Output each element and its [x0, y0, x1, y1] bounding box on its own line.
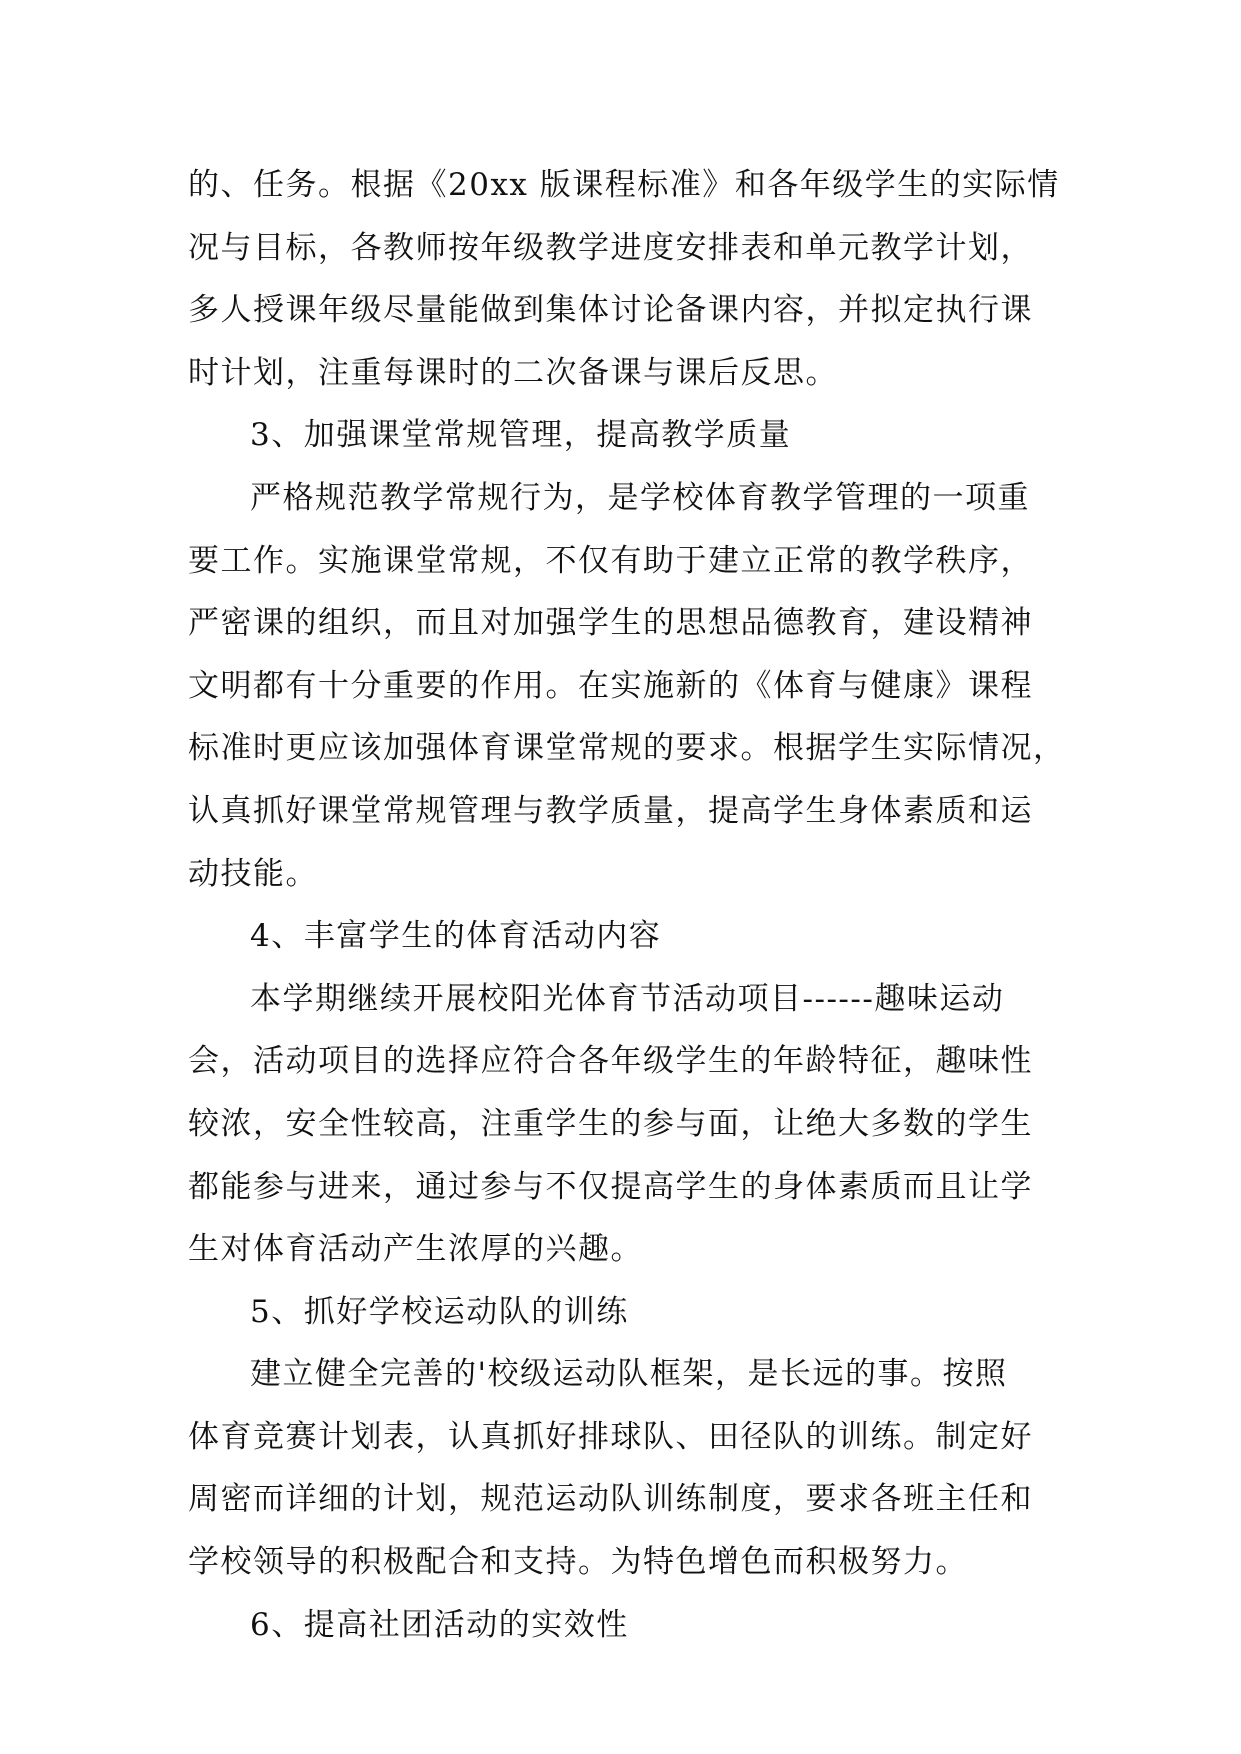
section-heading-6: 6、提高社团活动的实效性	[250, 1606, 629, 1643]
text-line-9: 文明都有十分重要的作用。在实施新的《体育与健康》课程	[188, 667, 1033, 704]
text-line-20: 建立健全完善的'校级运动队框架，是长远的事。按照	[250, 1356, 1008, 1393]
text-line-16: 较浓，安全性较高，注重学生的参与面，让绝大多数的学生	[188, 1105, 1033, 1142]
text-line-10: 标准时更应该加强体育课堂常规的要求。根据学生实际情况，	[188, 730, 1066, 767]
body-text	[188, 154, 1068, 1656]
text-line-11: 认真抓好课堂常规管理与教学质量，提高学生身体素质和运	[188, 792, 1033, 829]
section-heading-4: 4、丰富学生的体育活动内容	[250, 918, 662, 955]
text-line-17: 都能参与进来，通过参与不仅提高学生的身体素质而且让学	[188, 1168, 1033, 1205]
text-line-8: 严密课的组织，而且对加强学生的思想品德教育，建设精神	[188, 605, 1033, 642]
text-line-14: 本学期继续开展校阳光体育节活动项目------趣味运动	[250, 980, 1005, 1017]
text-line-21: 体育竞赛计划表，认真抓好排球队、田径队的训练。制定好	[188, 1418, 1033, 1455]
section-heading-5: 5、抓好学校运动队的训练	[250, 1293, 629, 1330]
text-line-3: 多人授课年级尽量能做到集体讨论备课内容，并拟定执行课	[188, 292, 1033, 329]
text-line-22: 周密而详细的计划，规范运动队训练制度，要求各班主任和	[188, 1481, 1033, 1518]
text-line-1: 的、任务。根据《20xx 版课程标准》和各年级学生的实际情	[188, 167, 1060, 203]
text-line-18: 生对体育活动产生浓厚的兴趣。	[188, 1231, 643, 1268]
section-heading-3: 3、加强课堂常规管理，提高教学质量	[250, 417, 792, 454]
text-line-4: 时计划，注重每课时的二次备课与课后反思。	[188, 354, 838, 391]
text-line-7: 要工作。实施课堂常规，不仅有助于建立正常的教学秩序，	[188, 542, 1033, 579]
text-line-6: 严格规范教学常规行为，是学校体育教学管理的一项重	[250, 479, 1030, 516]
text-line-12: 动技能。	[188, 855, 318, 892]
text-line-23: 学校领导的积极配合和支持。为特色增色而积极努力。	[188, 1544, 968, 1581]
text-line-2: 况与目标，各教师按年级教学进度安排表和单元教学计划，	[188, 229, 1033, 266]
text-line-15: 会，活动项目的选择应符合各年级学生的年龄特征，趣味性	[188, 1043, 1033, 1080]
